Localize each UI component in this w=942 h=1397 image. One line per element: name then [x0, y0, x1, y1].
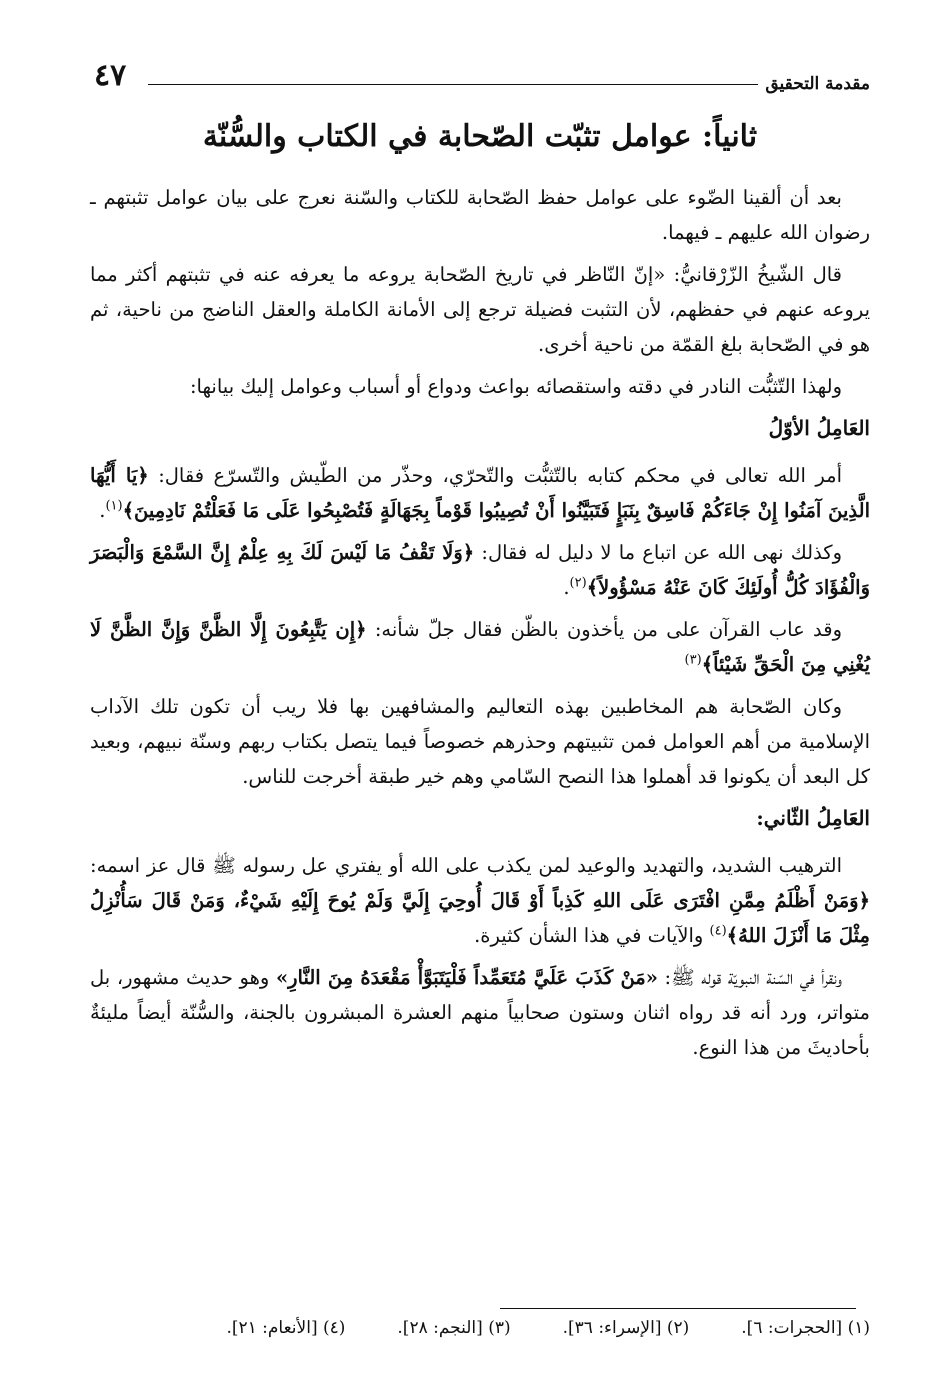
footnote: (٤) [الأنعام: ٢١]. — [226, 1318, 346, 1338]
subheading-second-factor: العَامِلُ الثّاني: — [756, 806, 870, 830]
footnote: (١) [الحجرات: ٦]. — [741, 1318, 870, 1338]
paragraph — [90, 848, 870, 953]
paragraph-text: ونقرأ في السّنة النبويّة قوله ﷺ: — [664, 966, 842, 989]
paragraph: قال الشّيخُ الزّرْقانيُّ: «إنّ النّاظر في تاريخ الصّحابة يروعه ما يعرفه عنه في تثبتهم أكثر مما يروعه عنهم في حفظهم، لأن التثبت فضيلة ترجع إلى الأمانة الكاملة والعقل الناضج من ناحية، ثم هو في الصّحابة بلغ القمّة من ناحية أخرى. — [90, 263, 870, 356]
footnote-rule — [500, 1308, 856, 1309]
footnote-ref: (١) — [105, 498, 123, 514]
header-rule — [148, 84, 758, 85]
paragraph: وكذلك نهى الله عن اتباع ما لا دليل له فقال: ﴿وَلَا تَقْفُ مَا لَيْسَ لَكَ بِهِ عِلْمٌ إِنَّ السَّمْعَ وَالْبَصَرَ وَالْفُؤَادَ كُلُّ أُولَئِكَ كَانَ عَنْهُ مَسْؤُولاً﴾$^{(٢)}$. — [90, 541, 870, 599]
quran-verse: ﴿يَا أَيُّهَا الَّذِينَ آمَنُوا إِنْ جَاءَكُمْ فَاسِقٌ بِنَبَإٍ فَتَبَيَّنُوا أَنْ تُصِيبُوا قَوْماً بِجَهَالَةٍ فَتُصْبِحُوا عَلَى مَا فَعَلْتُمْ نَادِمِينَ﴾ — [90, 464, 870, 522]
paragraph-text: أمر الله تعالى في محكم كتابه بالتّثبُّت والتّحرّي، وحذّر من الطّيش والتّسرّع فقال: — [158, 464, 843, 487]
running-title: مقدمة التحقيق — [765, 74, 870, 94]
paragraph-text: وكذلك نهى الله عن اتباع ما لا دليل له فقال: — [481, 541, 843, 564]
paragraph: بعد أن ألقينا الضّوء على عوامل حفظ الصّحابة للكتاب والسّنة نعرج على بيان عوامل تثبتهم ـ رضوان الله عليهم ـ فيهما. — [90, 186, 870, 244]
quran-verse: ﴿وَلَا تَقْفُ مَا لَيْسَ لَكَ بِهِ عِلْمٌ إِنَّ السَّمْعَ وَالْبَصَرَ وَالْفُؤَادَ كُلُّ أُولَئِكَ كَانَ عَنْهُ مَسْؤُولاً﴾ — [90, 541, 870, 599]
paragraph: وكان الصّحابة هم المخاطبين بهذه التعاليم والمشافهين بها فلا ريب أن تكون تلك الآداب الإسلامية من أهم العوامل فمن تثبيتهم وحذرهم خصوصاً فيما يتصل بكتاب ربهم وسنّة نبيهم، وبعيد كل البعد أن يكونوا قد أهملوا هذا النصح السّامي وهم خير طبقة أخرجت للناس. — [90, 695, 870, 788]
footnote: (٣) [النجم: ٢٨]. — [397, 1318, 511, 1338]
footnote-ref: (٢) — [569, 575, 587, 591]
page-number: ٤٧ — [94, 58, 127, 93]
paragraph — [90, 612, 870, 682]
quran-verse: ﴿وَمَنْ أَظْلَمُ مِمَّنِ افْتَرَى عَلَى اللهِ كَذِباً أَوْ قَالَ أُوحِيَ إِلَيَّ وَلَمْ يُوحَ إِلَيْهِ شَيْءٌ، وَمَنْ قَالَ سَأُنْزِلُ مِثْلَ مَا أَنْزَلَ اللهُ﴾ — [90, 889, 870, 947]
hadith-quote: «مَنْ كَذَبَ عَلَيَّ مُتَعَمِّداً فَلْيَتَبَوَّأْ مَقْعَدَهُ مِنَ النَّارِ» — [275, 966, 658, 989]
section-heading: ثانياً: عوامل تثبّت الصّحابة في الكتاب والسُّنّة — [202, 119, 758, 154]
paragraph: ولهذا التّثبُّت النادر في دقته واستقصائه بواعث ودواع أو أسباب وعوامل إليك بيانها: — [189, 375, 842, 398]
body-text — [90, 180, 870, 1072]
subheading-first-factor: العَامِلُ الأوّلُ — [768, 416, 870, 440]
footnotes — [90, 1318, 870, 1338]
quran-verse: ﴿إِن يَتَّبِعُونَ إِلَّا الظَّنَّ وَإِنَّ الظَّنَّ لَا يُغْنِي مِنَ الْحَقِّ شَيْئاً﴾ — [90, 618, 870, 676]
paragraph — [90, 960, 870, 1065]
paragraph: أمر الله تعالى في محكم كتابه بالتّثبُّت والتّحرّي، وحذّر من الطّيش والتّسرّع فقال: ﴿يَا أَيُّهَا الَّذِينَ آمَنُوا إِنْ جَاءَكُمْ فَاسِقٌ بِنَبَإٍ فَتَبَيَّنُوا أَنْ تُصِيبُوا قَوْماً بِجَهَالَةٍ فَتُصْبِحُوا عَلَى مَا فَعَلْتُمْ نَادِمِينَ﴾$^{(١)}$. — [90, 464, 870, 522]
footnote: (٢) [الإسراء: ٣٦]. — [562, 1318, 690, 1338]
paragraph-text: وهو حديث مشهور، بل متواتر، ورد أنه قد رواه اثنان وستون صحابياً منهم العشرة المبشرون بالجنة، والسُّنّة أيضاً مليئةٌ بأحاديثَ من هذا النوع. — [90, 966, 870, 1059]
paragraph-text: الترهيب الشديد، والتهديد والوعيد لمن يكذب على الله أو يفتري عل رسوله ﷺ قال عز اسمه: — [90, 854, 842, 877]
paragraph-text: والآيات في هذا الشأن كثيرة. — [474, 924, 704, 947]
paragraph-text: وقد عاب القرآن على من يأخذون بالظّن فقال جلّ شأنه: — [374, 618, 842, 641]
footnote-ref: (٤) — [709, 923, 727, 939]
running-header — [90, 58, 870, 102]
footnote-ref: (٣) — [684, 652, 702, 668]
